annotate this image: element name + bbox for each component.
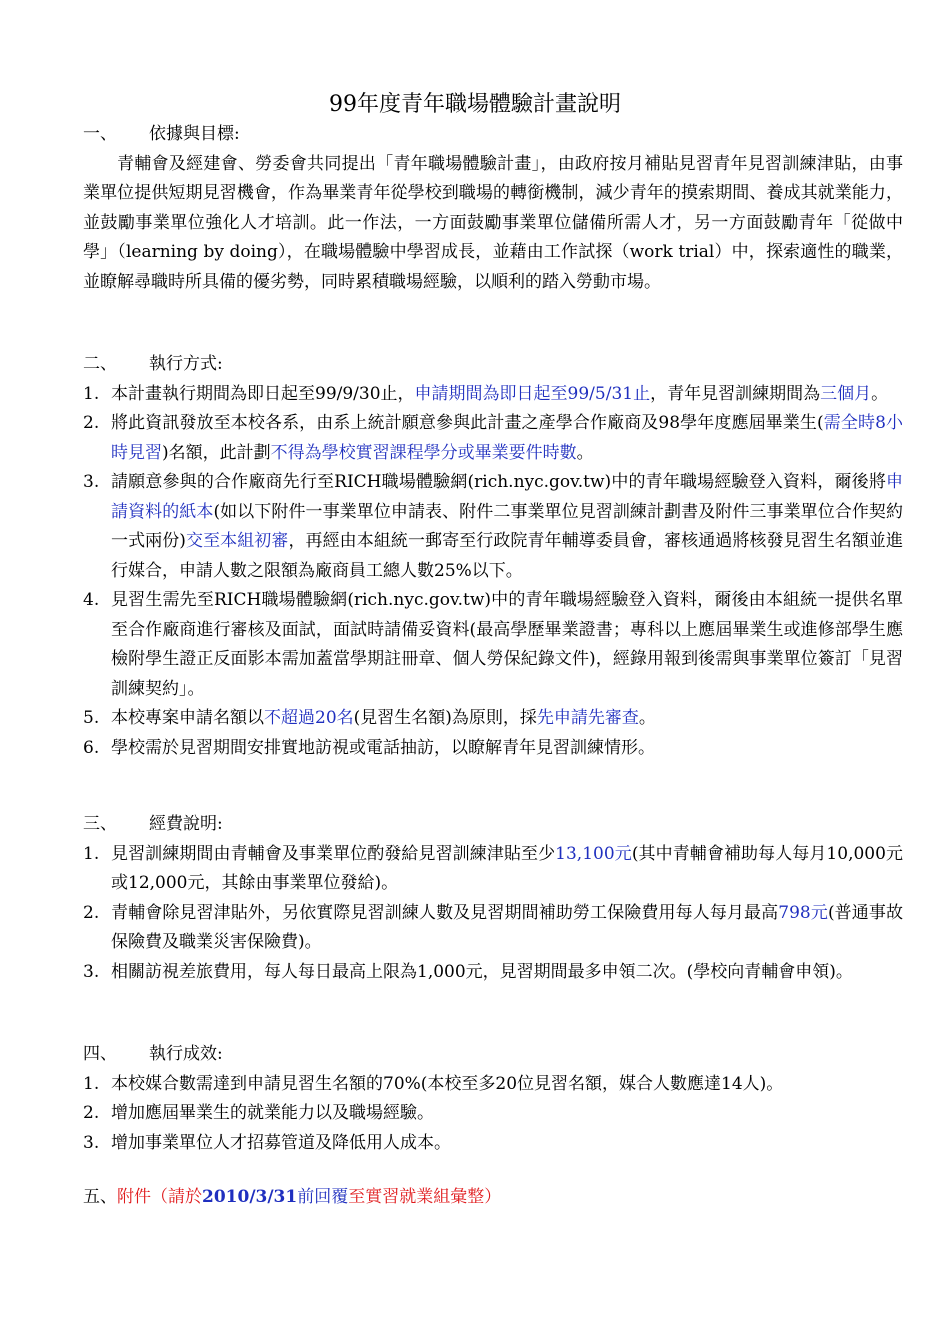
deadline-reply: 前回覆 — [297, 1187, 349, 1207]
highlighted-text: 申請資料的紙本 — [111, 472, 903, 522]
section-outcomes — [83, 1040, 903, 1158]
highlighted-text: 不得為學校實習課程學分或畢業要件時數 — [270, 442, 577, 463]
list-item-number: 1. — [83, 1073, 100, 1094]
section-heading — [83, 350, 903, 380]
section-title: 執行方式: — [149, 354, 223, 374]
list-item-text — [111, 840, 903, 899]
section-paragraph: 青輔會及經建會、勞委會共同提出「青年職場體驗計畫」，由政府按月補貼見習青年見習訓練津貼，由事業單位提供短期見習機會，作為畢業青年從學校到職場的轉銜機制，減少青年的摸索期間、養成其就業能力，並鼓勵事業單位強化人才培訓。此一作法，一方面鼓勵事業單位儲備所需人才，另一方面鼓勵青年「從做中學」（learning by doing），在職場體驗中學習成長，並藉由工作試探（work trial）中，探索適性的職業，並瞭解尋職時所具備的優劣勢，同時累積職場經驗，以順利的踏入勞動市場。 — [83, 153, 903, 292]
list-item — [83, 899, 903, 958]
list-item — [83, 958, 903, 988]
list-item-number: 3. — [83, 472, 100, 492]
list-item — [83, 409, 903, 468]
text-run: 。 — [576, 442, 594, 463]
list-item — [83, 586, 903, 704]
list-item-text — [111, 586, 903, 704]
text-run: 青輔會除見習津貼外，另依實際見習訓練人數及見習期間補助勞工保險費用每人每月最高 — [111, 902, 779, 923]
section-attachments — [83, 1183, 903, 1213]
highlighted-text: 先申請先審查 — [536, 708, 639, 728]
list-item-text — [111, 1099, 903, 1129]
list-item-text — [111, 409, 903, 468]
highlighted-text: 需全時8小時見習 — [111, 413, 903, 463]
list-item — [83, 380, 903, 410]
numbered-list — [83, 380, 903, 764]
section-number: 四、 — [83, 1044, 117, 1064]
highlighted-text: 交至本組初審 — [185, 531, 289, 551]
text-run: 增加事業單位人才招募管道及降低用人成本。 — [111, 1132, 451, 1153]
highlighted-text: 申請期間為即日起至99/5/31止 — [414, 383, 651, 404]
list-item-text — [111, 468, 903, 586]
list-item-text — [111, 958, 903, 988]
section-number: 五、 — [83, 1187, 117, 1207]
text-run: 本校媒合數需達到申請見習生名額的70%(本校至多20位見習名額，媒合人數應達14人)。 — [111, 1073, 784, 1094]
text-run: 本校專案申請名額以 — [111, 708, 264, 728]
section-number: 二、 — [83, 354, 117, 374]
list-item-number: 2. — [83, 1103, 100, 1123]
list-item-text — [111, 704, 903, 734]
text-run: 。 — [638, 708, 656, 728]
section-execution-method — [83, 350, 903, 763]
text-run: (其中青輔會補助每人每月10,000元或12,000元，其餘由事業單位發給)。 — [111, 843, 904, 893]
text-run: 本計畫執行期間為即日起至99/9/30止， — [111, 383, 415, 404]
section-basis-goals — [83, 120, 903, 297]
text-run: (見習生名額)為原則，採 — [353, 708, 537, 728]
section-title: 經費說明: — [149, 814, 223, 834]
list-item-number: 4. — [83, 590, 100, 610]
list-item-number: 6. — [83, 737, 100, 758]
list-item-number: 2. — [83, 413, 100, 433]
text-run: 相關訪視差旅費用，每人每日最高上限為1,000元，見習期間最多申領二次。(學校向青輔會申領)。 — [111, 961, 853, 982]
section-heading — [83, 120, 903, 150]
text-run: 請願意參與的合作廠商先行至RICH職場體驗網(rich.nyc.gov.tw)中的青年職場經驗登入資料，爾後將 — [111, 472, 886, 492]
section-title: 執行成效: — [149, 1044, 223, 1064]
list-item-number: 1. — [83, 383, 100, 404]
list-item-number: 3. — [83, 961, 100, 982]
attachment-destination: 至實習就業組彙整） — [348, 1187, 502, 1207]
list-item-text — [111, 1070, 903, 1100]
list-item-number: 5. — [83, 708, 100, 728]
list-item-number: 3. — [83, 1132, 100, 1153]
text-run: )名額，此計劃 — [162, 442, 271, 463]
list-item-text — [111, 1129, 903, 1159]
text-run: 見習生需先至RICH職場體驗網(rich.nyc.gov.tw)中的青年職場經驗登入資料，爾後由本組統一提供名單至合作廠商進行審核及面試，面試時請備妥資料(最高學歷畢業證書；專科以上應屆畢業生或進修部學生應檢附學生證正反面影本需加蓋當學期註冊章、個人勞保紀錄文件)，經錄用報到後需與事業單位簽訂「見習訓練契約」。 — [111, 590, 903, 699]
section-heading — [83, 1040, 903, 1070]
list-item-text — [111, 380, 903, 410]
list-item — [83, 1099, 903, 1129]
highlighted-text: 13,100元 — [555, 843, 632, 864]
text-run: (如以下附件一事業單位申請表、附件二事業單位見習訓練計劃書及附件三事業單位合作契約一式兩份) — [111, 501, 904, 551]
list-item — [83, 1070, 903, 1100]
list-item-number: 1. — [83, 843, 100, 864]
deadline-date: 2010/3/31 — [202, 1187, 298, 1207]
section-heading — [83, 810, 903, 840]
text-run: ，再經由本組統一郵寄至行政院青年輔導委員會，審核通過將核發見習生名額並進行媒合，申請人數之限額為廠商員工總人數25%以下。 — [111, 531, 904, 581]
list-item — [83, 734, 903, 764]
highlighted-text: 798元 — [778, 902, 828, 923]
attachment-label: 附件（請於 — [117, 1187, 202, 1207]
numbered-list — [83, 1070, 903, 1159]
text-run: 。 — [871, 383, 889, 404]
list-item — [83, 704, 903, 734]
text-run: 見習訓練期間由青輔會及事業單位酌發給見習訓練津貼至少 — [111, 843, 556, 864]
list-item-text — [111, 734, 903, 764]
numbered-list — [83, 840, 903, 988]
text-run: (普通事故保險費及職業災害保險費)。 — [111, 902, 904, 952]
section-number: 三、 — [83, 814, 117, 834]
list-item — [83, 468, 903, 586]
list-item — [83, 840, 903, 899]
document-title: 99年度青年職場體驗計畫說明 — [329, 92, 621, 117]
list-item — [83, 1129, 903, 1159]
text-run: 學校需於見習期間安排實地訪視或電話抽訪，以瞭解青年見習訓練情形。 — [111, 737, 655, 758]
list-item-text — [111, 899, 903, 958]
text-run: 將此資訊發放至本校各系，由系上統計願意參與此計畫之產學合作廠商及98學年度應屆畢業生( — [111, 413, 824, 433]
list-item-number: 2. — [83, 902, 100, 923]
highlighted-text: 不超過20名 — [264, 708, 354, 728]
section-funding — [83, 810, 903, 987]
section-number: 一、 — [83, 124, 117, 144]
text-run: 增加應屆畢業生的就業能力以及職場經驗。 — [111, 1103, 434, 1123]
section-title: 依據與目標: — [149, 124, 240, 144]
text-run: ，青年見習訓練期間為 — [650, 383, 821, 404]
highlighted-text: 三個月 — [820, 383, 872, 404]
